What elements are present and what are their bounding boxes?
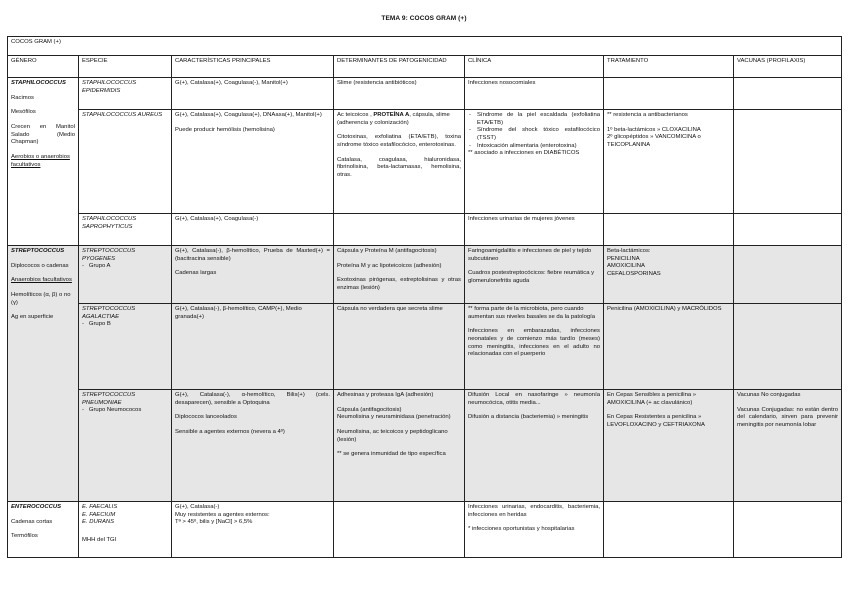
clinica-text: Difusión a distancia (bacteriemia) » meningitis xyxy=(468,414,589,421)
genus-name: STREPTOCOCCUS xyxy=(11,248,65,254)
vacunas-cell xyxy=(734,502,842,558)
cocos-table xyxy=(7,36,842,558)
determ-cell xyxy=(334,502,465,558)
determ-text: Citotoxinas, exfoliatina (ETA/ETB), toxina síndrome tóxico estafilocócico, enterotoxinas. xyxy=(337,134,461,149)
genus-cell xyxy=(8,246,79,502)
determ-text: Ac teicoicos , xyxy=(337,112,372,118)
determ-text: Proteína M y ac lipoteicoicos (adhesión) xyxy=(337,262,442,269)
trat-text: En Cepas Sensibles a penicilina » AMOXICILINA (+ ac clavulánico) xyxy=(607,392,697,406)
vacunas-cell xyxy=(734,390,842,502)
trat-text: 1º beta-lactámicos » CLOXACILINA xyxy=(607,126,701,133)
genus-note: Crecen en Manitol Salado (Medio Chapman) xyxy=(11,124,75,146)
determ-text: Neumolisina, ac teicoicos y peptidoglicano (lesión) xyxy=(337,429,448,443)
species-group: - Grupo B xyxy=(82,321,111,328)
caract-text: Tª > 45º, bilis y [NaCl] > 6,5% xyxy=(175,519,253,526)
clinica-cell xyxy=(465,304,604,390)
determ-cell xyxy=(334,246,465,304)
species-group: - Grupo Neumococos xyxy=(82,407,142,414)
clinica-text: Infecciones en embarazadas, infecciones neonatales y de comienzo más tardío (meses) como meningitis, infecciones en el adulto no relacionadas con el puerperio xyxy=(468,328,600,358)
genus-note: Hemolíticos (α, β) o no (γ) xyxy=(11,292,71,306)
clinica-cell xyxy=(465,246,604,304)
trat-cell xyxy=(604,246,734,304)
clinica-cell xyxy=(465,502,604,558)
genus-name: STAPHILOCOCCUS xyxy=(11,80,66,86)
trat-cell xyxy=(604,110,734,214)
header-cell: GÉNERO xyxy=(8,56,79,78)
list-item: - Síndrome de la piel escaldada (exfoliatina ETA/ETB) xyxy=(468,112,600,127)
species-cell: STAPHILOCOCCUS AUREUS xyxy=(79,110,172,214)
species-cell xyxy=(79,304,172,390)
determ-text: Neumolisina y neuraminidasa (penetración) xyxy=(337,414,451,421)
clinica-text: Cuadros postestreptocócicos: fiebre reumática y glomerulonefritis aguda xyxy=(468,270,595,285)
caract-text: Sensible a agentes externos (nevera a 4º) xyxy=(175,429,285,436)
trat-text: CEFALOSPORINAS xyxy=(607,271,661,278)
determ-text: , cápsula, slime (adherencia y colonización) xyxy=(337,112,450,126)
genus-note: Aerobios o anaerobios facultativos xyxy=(11,154,70,168)
trat-text: Beta-lactámicos: xyxy=(607,248,651,254)
genus-note: Racimos xyxy=(11,94,34,101)
caract-cell xyxy=(172,246,334,304)
trat-text: AMOXICILINA xyxy=(607,263,645,270)
determ-cell xyxy=(334,390,465,502)
table-row xyxy=(8,502,842,558)
determ-cell: Cápsula no verdadera que secreta slime xyxy=(334,304,465,390)
species-name: E. FAECIUM xyxy=(82,511,116,518)
caract-text: G(+), Catalasa(-), β-hemolítico, Prueba de Maxted(+) = (bacitracina sensible) xyxy=(175,248,330,262)
species-cell: STAPHILOCOCCUS SAPROPHYTICUS xyxy=(79,214,172,246)
determ-text: Adhesinas y proteasa IgA (adhesión) xyxy=(337,392,434,398)
caract-text: G(+), Catalasa(+), Coagulasa(+), DNAasa(+), Manitol(+) xyxy=(175,112,322,118)
caract-text: G(+), Catalasa(-), α-hemolítico, Bilis(+) (cels. desaparecen), sensible a Optoquina xyxy=(175,392,330,406)
species-note: MHH del TGI xyxy=(82,537,117,544)
trat-text: ** resistencia a antibacterianos xyxy=(607,112,688,118)
clinica-cell: Infecciones nosocomiales xyxy=(465,78,604,110)
determ-text: Exotoxinas pirógenas, estreptolisinas y otras enzimas (lesión) xyxy=(337,277,461,292)
species-cell xyxy=(79,390,172,502)
species-cell xyxy=(79,246,172,304)
clinica-text: Infecciones urinarias, endocarditis, bacteriemia, infecciones en heridas xyxy=(468,504,600,518)
clinica-cell xyxy=(465,110,604,214)
clinica-list xyxy=(468,112,600,150)
table-row xyxy=(8,390,842,502)
species-cell: STAPHILOCOCCUS EPIDERMIDIS xyxy=(79,78,172,110)
caract-cell xyxy=(172,390,334,502)
vacunas-cell xyxy=(734,304,842,390)
table-row xyxy=(8,214,842,246)
determ-text: ** se genera inmunidad de tipo específica xyxy=(337,451,446,458)
caract-cell: G(+), Catalasa(+), Coagulasa(-), Manitol(+) xyxy=(172,78,334,110)
caract-text: Puede producir hemólisis (hemolisina) xyxy=(175,126,275,133)
species-name: E. DURANS xyxy=(82,519,115,526)
species-name: STREPTOCOCCUS PYOGENES xyxy=(82,248,136,262)
genus-note: Mesófilos xyxy=(11,109,36,116)
trat-text: PENICILINA xyxy=(607,255,640,262)
header-cell: CLÍNICA xyxy=(465,56,604,78)
genus-note: Ag en superficie xyxy=(11,314,54,321)
determ-cell: Slime (resistencia antibióticos) xyxy=(334,78,465,110)
determ-text: Cápsula y Proteína M (antifagocitosis) xyxy=(337,248,437,254)
vacunas-cell xyxy=(734,78,842,110)
clinica-text: Faringoamigdalitis e infecciones de piel y tejido subcutáneo xyxy=(468,248,592,262)
caract-cell: G(+), Catalasa(-), β-hemolítico, CAMP(+), Medio granada(+) xyxy=(172,304,334,390)
header-row xyxy=(8,56,842,78)
table-title: COCOS GRAM (+) xyxy=(8,37,842,56)
genus-note: Diplococos o cadenas xyxy=(11,262,69,269)
species-cell xyxy=(79,502,172,558)
table-row xyxy=(8,246,842,304)
table-row xyxy=(8,304,842,390)
caract-text: Diplococos lanceolados xyxy=(175,414,237,421)
caract-text: Muy resistentes a agentes externos: xyxy=(175,511,270,518)
table-row xyxy=(8,78,842,110)
header-cell: DETERMINANTES DE PATOGENICIDAD xyxy=(334,56,465,78)
genus-cell xyxy=(8,502,79,558)
header-cell: ESPECIE xyxy=(79,56,172,78)
clinica-note: ** asociado a infecciones en DIABÉTICOS xyxy=(468,150,580,157)
trat-cell xyxy=(604,78,734,110)
genus-name: ENTEROCOCCUS xyxy=(11,504,62,510)
species-group: - Grupo A xyxy=(82,263,111,270)
trat-text: En Cepas Resistentes a penicilina » LEVOFLOXACINO y CEFTRIAXONA xyxy=(607,414,705,429)
clinica-text: * infecciones oportunistas y hospitalarias xyxy=(468,526,575,533)
trat-cell xyxy=(604,390,734,502)
list-item: - Intoxicación alimentaria (enterotoxina) xyxy=(468,143,600,151)
protein-a-text: PROTEÍNA A xyxy=(373,112,410,118)
vacuna-text: Vacunas Conjugadas: no están dentro del calendario, sirven para prevenir meningitis por neumonía lobar xyxy=(737,406,839,429)
genus-cell xyxy=(8,78,79,246)
determ-cell xyxy=(334,110,465,214)
clinica-text: Difusión Local en nasofaringe » neumonía neumocócica, otitis media... xyxy=(468,392,600,406)
trat-cell xyxy=(604,502,734,558)
determ-text: Catalasa, coagulasa, hialuronidasa, fibrinolisina, beta-lactamasas, hemolisina, otras. xyxy=(337,156,461,179)
species-name: E. FAECALIS xyxy=(82,504,118,510)
vacunas-cell xyxy=(734,246,842,304)
document-title: TEMA 9: COCOS GRAM (+) xyxy=(381,15,467,22)
vacunas-cell xyxy=(734,110,842,214)
trat-text: 2º glicopéptidos » VANCOMICINA o TEICOPLANINA xyxy=(607,134,701,149)
header-cell: TRATAMIENTO xyxy=(604,56,734,78)
clinica-text: ** forma parte de la microbiota, pero cuando aumentan sus niveles basales se da la patología xyxy=(468,306,596,320)
trat-cell: Penicilina (AMOXICILINA) y MACRÓLIDOS xyxy=(604,304,734,390)
table-title-row xyxy=(8,37,842,56)
species-name: STREPTOCOCCUS AGALACTIAE xyxy=(82,306,136,320)
clinica-cell: Infecciones urinarias de mujeres jóvenes xyxy=(465,214,604,246)
vacuna-text: Vacunas No conjugadas xyxy=(737,392,801,398)
clinica-cell xyxy=(465,390,604,502)
caract-text: Cadenas largas xyxy=(175,270,217,277)
caract-cell xyxy=(172,502,334,558)
vacunas-cell xyxy=(734,214,842,246)
genus-note: Termófilos xyxy=(11,533,38,540)
species-name: STREPTOCOCCUS PNEUMONIAE xyxy=(82,392,136,406)
genus-note: Cadenas cortas xyxy=(11,518,53,525)
caract-text: G(+), Catalasa(-) xyxy=(175,504,220,510)
determ-cell xyxy=(334,214,465,246)
trat-cell xyxy=(604,214,734,246)
header-cell: VACUNAS (PROFILAXIS) xyxy=(734,56,842,78)
genus-note: Anaerobios facultativos xyxy=(11,277,72,284)
table-row xyxy=(8,110,842,214)
caract-cell: G(+), Catalasa(+), Coagulasa(-) xyxy=(172,214,334,246)
list-item: - Síndrome del shock tóxico estafilocócico (TSST) xyxy=(468,127,600,142)
determ-text: Cápsula (antifagocitosis) xyxy=(337,406,402,413)
header-cell: CARACTERÍSTICAS PRINCIPALES xyxy=(172,56,334,78)
caract-cell xyxy=(172,110,334,214)
